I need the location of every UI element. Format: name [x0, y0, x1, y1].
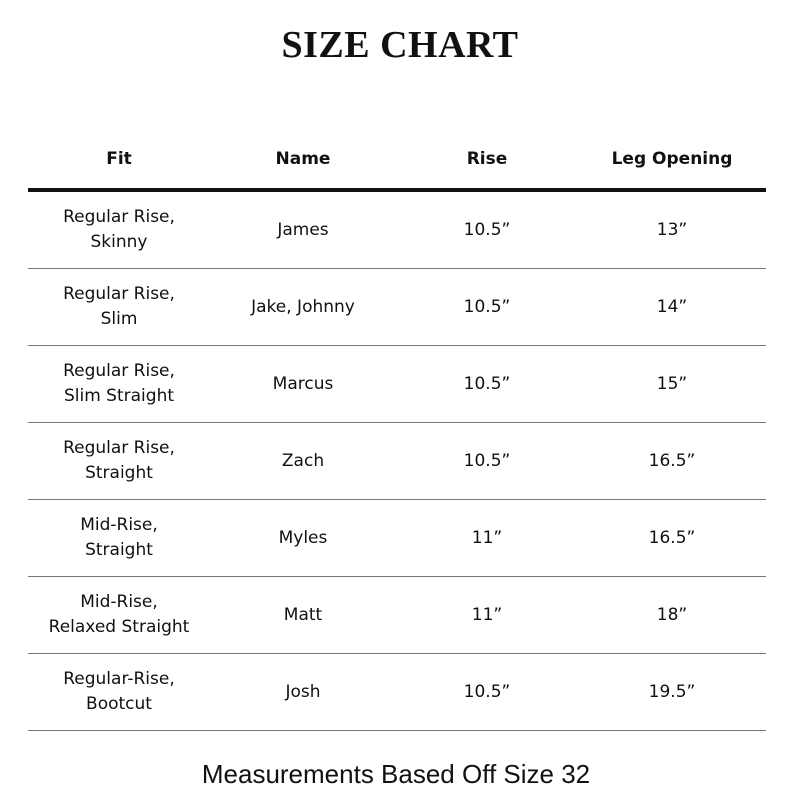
fit-line-2: Slim Straight [63, 386, 175, 406]
rise-cell: 10.5” [463, 681, 511, 702]
page-title: SIZE CHART [281, 24, 519, 66]
fit-line-1: Regular Rise, [63, 438, 175, 458]
table-row [28, 192, 766, 269]
column-header-leg-opening: Leg Opening [611, 148, 733, 169]
size-table [28, 130, 766, 731]
column-header-name: Name [275, 148, 331, 169]
fit-cell [28, 436, 210, 486]
name-cell: Jake, Johnny [251, 296, 355, 317]
fit-line-2: Relaxed Straight [48, 617, 190, 637]
fit-cell [28, 282, 210, 332]
table-row [28, 654, 766, 731]
table-row [28, 500, 766, 577]
leg-opening-cell: 16.5” [648, 527, 696, 548]
rise-cell: 10.5” [463, 296, 511, 317]
table-row [28, 577, 766, 654]
measurement-note: Measurements Based Off Size 32 [201, 759, 591, 789]
table-row [28, 346, 766, 423]
fit-line-1: Regular Rise, [63, 284, 175, 304]
leg-opening-cell: 15” [656, 373, 688, 394]
fit-line-1: Mid-Rise, [80, 592, 158, 612]
name-cell: James [277, 219, 329, 240]
table-row [28, 423, 766, 500]
fit-cell [28, 590, 210, 640]
fit-line-1: Mid-Rise, [80, 515, 158, 535]
column-header-rise: Rise [466, 148, 508, 169]
rise-cell: 10.5” [463, 450, 511, 471]
fit-line-2: Slim [100, 309, 138, 329]
fit-line-2: Straight [85, 540, 153, 560]
fit-line-2: Skinny [90, 232, 148, 252]
fit-line-1: Regular Rise, [63, 207, 175, 227]
rise-cell: 10.5” [463, 373, 511, 394]
table-row [28, 269, 766, 346]
leg-opening-cell: 18” [656, 604, 688, 625]
table-header-row [28, 130, 766, 192]
rise-cell: 11” [471, 604, 503, 625]
fit-cell [28, 513, 210, 563]
fit-line-2: Bootcut [86, 694, 152, 714]
name-cell: Matt [283, 604, 323, 625]
fit-line-2: Straight [85, 463, 153, 483]
name-cell: Josh [285, 681, 321, 702]
name-cell: Marcus [272, 373, 334, 394]
fit-line-1: Regular Rise, [63, 361, 175, 381]
rise-cell: 10.5” [463, 219, 511, 240]
leg-opening-cell: 19.5” [648, 681, 696, 702]
rise-cell: 11” [471, 527, 503, 548]
fit-cell [28, 359, 210, 409]
name-cell: Myles [278, 527, 328, 548]
leg-opening-cell: 16.5” [648, 450, 696, 471]
leg-opening-cell: 14” [656, 296, 688, 317]
fit-line-1: Regular-Rise, [63, 669, 175, 689]
name-cell: Zach [281, 450, 325, 471]
leg-opening-cell: 13” [656, 219, 688, 240]
fit-cell [28, 667, 210, 717]
fit-cell [28, 205, 210, 255]
column-header-fit: Fit [106, 148, 132, 169]
